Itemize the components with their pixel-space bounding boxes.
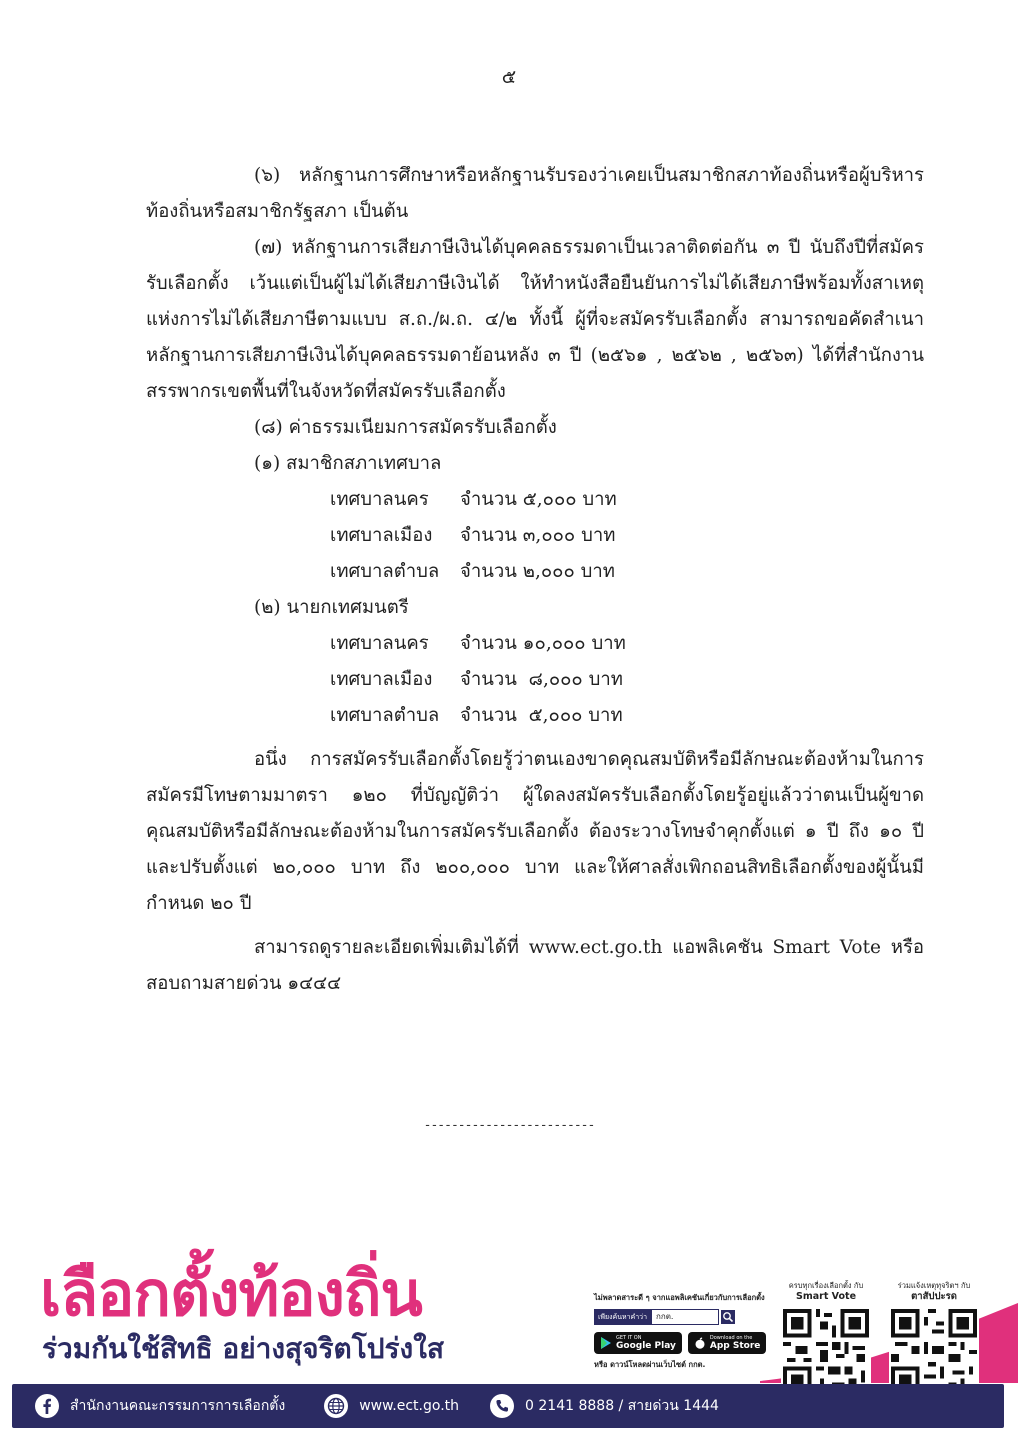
fee-row [146, 626, 924, 662]
fee-group-title: (๑) สมาชิกสภาเทศบาล [254, 453, 442, 474]
fee-group-title: (๒) นายกเทศมนตรี [254, 597, 409, 618]
app-search-row [594, 1309, 774, 1325]
footer-banner [0, 1245, 1018, 1440]
fee-type: เทศบาลตำบล [330, 561, 440, 582]
facebook-link[interactable] [34, 1393, 285, 1419]
paragraph-item-6: (๖) หลักฐานการศึกษาหรือหลักฐานรับรองว่าเคยเป็นสมาชิกสภาท้องถิ่นหรือผู้บริหารท้องถิ่นหรือสมาชิกรัฐสภา เป็นต้น [146, 165, 924, 222]
google-play-small-text: GET IT ON [616, 1335, 642, 1341]
document-body [146, 158, 924, 1002]
fee-amount: จำนวน ๕,๐๐๐ บาท [460, 705, 623, 726]
campaign-title: เลือกตั้งท้องถิ่น [40, 1257, 422, 1330]
qr-caption: ร่วมแจ้งเหตุทุจริตฯ กับ [897, 1281, 971, 1290]
campaign-subtitle: ร่วมกันใช้สิทธิ อย่างสุจริตโปร่งใส [42, 1332, 444, 1365]
fee-type: เทศบาลเมือง [330, 669, 433, 690]
google-play-label: Google Play [616, 1341, 676, 1351]
penalty-note: อนึ่ง การสมัครรับเลือกตั้งโดยรู้ว่าตนเองขาดคุณสมบัติหรือมีลักษณะต้องห้ามในการสมัครมีโทษตามมาตรา ๑๒๐ ที่บัญญัติว่า ผู้ใดลงสมัครรับเลือกตั้งโดยรู้อยู่แล้วว่าตนเป็นผู้ขาดคุณสมบัติหรือมีลักษณะต้องห้ามในการสมัครรับเลือกตั้ง ต้องระวางโทษจำคุกตั้งแต่ ๑ ปี ถึง ๑๐ ปี และปรับตั้งแต่ ๒๐,๐๐๐ บาท ถึง ๒๐๐,๐๐๐ บาท และให้ศาลสั่งเพิกถอนสิทธิเลือกตั้งของผู้นั้นมีกำหนด ๒๐ ปี [146, 749, 924, 914]
fee-amount: จำนวน ๘,๐๐๐ บาท [460, 669, 623, 690]
fee-amount: จำนวน ๑๐,๐๐๐ บาท [460, 633, 626, 654]
facebook-icon [34, 1393, 60, 1419]
qr-caption: ครบทุกเรื่องเลือกตั้ง กับ [788, 1281, 864, 1290]
contact-note: สามารถดูรายละเอียดเพิ่มเติมได้ที่ www.ect.go.th แอพลิเคชัน Smart Vote หรือสอบถามสายด่วน ๑๔๔๔ [146, 937, 924, 994]
fee-amount: จำนวน ๓,๐๐๐ บาท [460, 525, 616, 546]
org-name: สำนักงานคณะกรรมการการเลือกตั้ง [70, 1398, 286, 1414]
web-download-note: หรือ ดาวน์โหลดผ่านเว็บไซต์ กกต. [594, 1360, 706, 1369]
google-play-button[interactable] [594, 1332, 682, 1354]
app-store-small-text: Download on the [709, 1335, 753, 1341]
end-rule: ------------------------- [423, 1118, 595, 1133]
footer-contact-bar [12, 1384, 1004, 1428]
fee-row [146, 518, 924, 554]
phone-label: 0 2141 8888 / สายด่วน 1444 [525, 1398, 719, 1414]
tasapparot-qr-block [888, 1281, 980, 1401]
app-caption: ไม่พลาดสาระดี ๆ จากแอพลิเคชันเกี่ยวกับการเลือกตั้ง [594, 1293, 765, 1302]
fee-row [146, 554, 924, 590]
fee-type: เทศบาลตำบล [330, 705, 440, 726]
qr-title: Smart Vote [795, 1291, 857, 1302]
search-input[interactable]: กกต. [651, 1309, 719, 1325]
fee-row [146, 482, 924, 518]
website-label: www.ect.go.th [359, 1398, 460, 1414]
google-play-icon [600, 1337, 612, 1349]
app-store-button[interactable] [688, 1332, 767, 1354]
store-row [594, 1332, 774, 1354]
paragraph-item-7: (๗) หลักฐานการเสียภาษีเงินได้บุคคลธรรมดาเป็นเวลาติดต่อกัน ๓ ปี นับถึงปีที่สมัครรับเลือกตั้ง เว้นแต่เป็นผู้ไม่ได้เสียภาษีเงินได้ ให้ทำหนังสือยืนยันการไม่ได้เสียภาษีพร้อมทั้งสาเหตุแห่งการไม่ได้เสียภาษีตามแบบ ส.ถ./ผ.ถ. ๔/๒ ทั้งนี้ ผู้ที่จะสมัครรับเลือกตั้ง สามารถขอคัดสำเนาหลักฐานการเสียภาษีเงินได้บุคคลธรรมดาย้อนหลัง ๓ ปี (๒๕๖๑ , ๒๕๖๒ , ๒๕๖๓) ได้ที่สำนักงานสรรพากรเขตพื้นที่ในจังหวัดที่สมัครรับเลือกตั้ง [146, 237, 924, 402]
fee-type: เทศบาลนคร [330, 633, 429, 654]
fee-amount: จำนวน ๒,๐๐๐ บาท [460, 561, 615, 582]
search-icon[interactable] [721, 1310, 735, 1324]
search-label: เพียงค้นหาคำว่า [594, 1309, 651, 1325]
qr-title: ตาสัปปะรด [911, 1291, 957, 1302]
app-store-label: App Store [709, 1341, 761, 1351]
fee-row [146, 698, 924, 734]
smart-vote-qr-block [780, 1281, 872, 1401]
website-link[interactable] [323, 1393, 459, 1419]
page-number: ๕ [501, 66, 517, 88]
app-download-box [594, 1293, 774, 1371]
fee-amount: จำนวน ๕,๐๐๐ บาท [460, 489, 617, 510]
fee-type: เทศบาลนคร [330, 489, 429, 510]
globe-icon [323, 1393, 349, 1419]
phone-link[interactable] [489, 1393, 719, 1419]
paragraph-item-8: (๘) ค่าธรรมเนียมการสมัครรับเลือกตั้ง [254, 417, 557, 438]
apple-icon [694, 1337, 706, 1349]
phone-icon [489, 1393, 515, 1419]
fee-type: เทศบาลเมือง [330, 525, 433, 546]
fee-row [146, 662, 924, 698]
